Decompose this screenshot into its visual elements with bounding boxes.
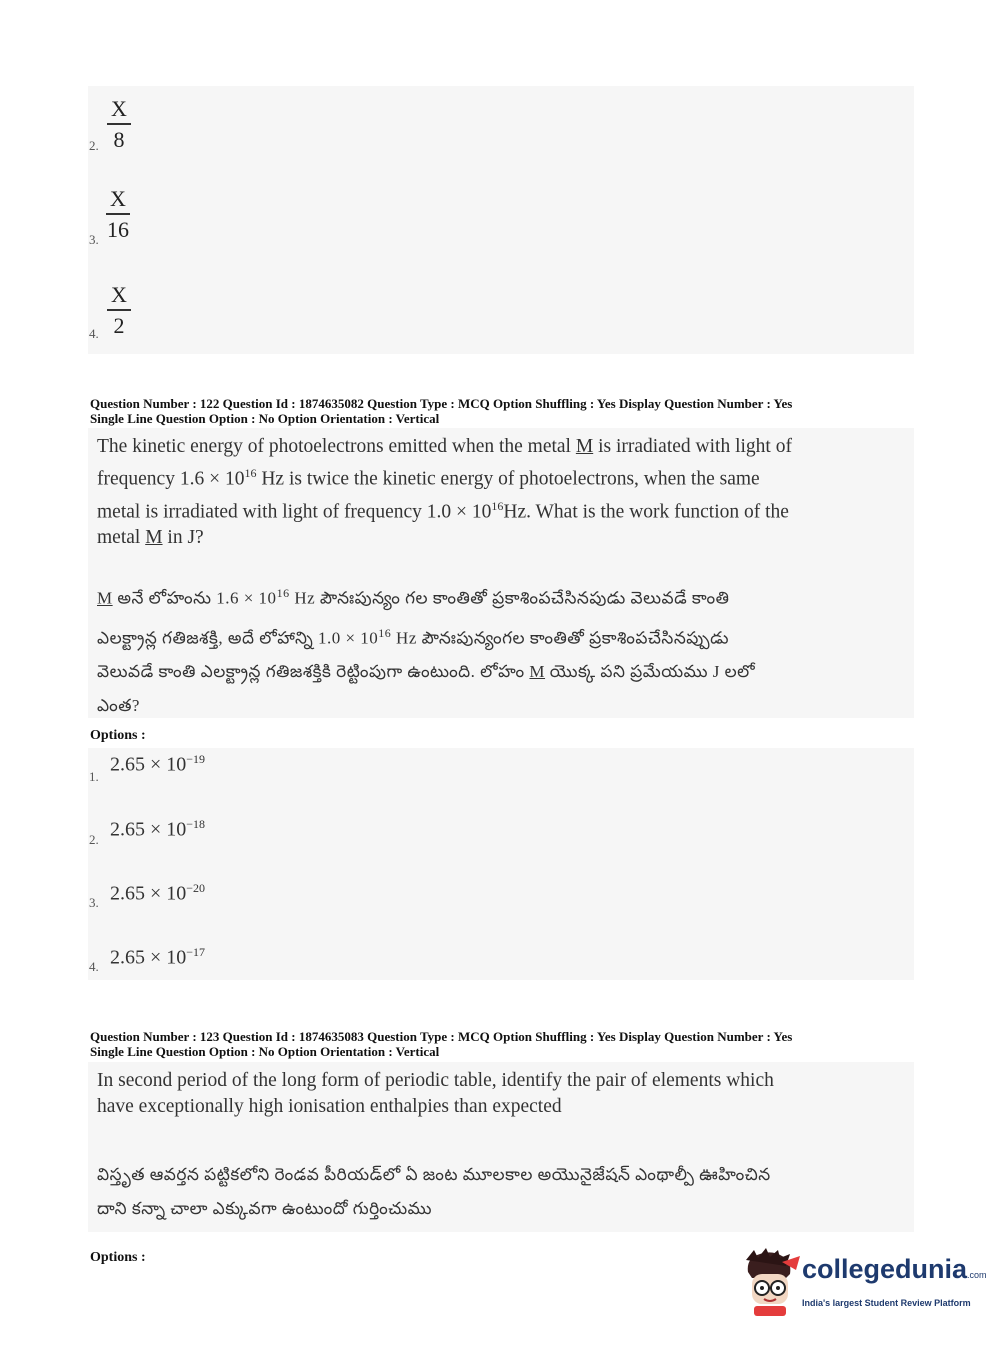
q122-en-line1 bbox=[97, 434, 877, 460]
q122-en-line2 bbox=[97, 460, 877, 493]
logo-wordmark bbox=[802, 1254, 987, 1285]
q122-question-telugu bbox=[97, 576, 877, 723]
text: ఎలక్ట్రాన్ల గతిజశక్తి, అదే లోహాన్ని 1.0 × 10 bbox=[97, 628, 379, 648]
option-base: 2.65 × 10 bbox=[110, 882, 187, 905]
fraction-numerator: X bbox=[111, 96, 127, 121]
exponent: 16 bbox=[244, 466, 257, 480]
q122-te-line2 bbox=[97, 616, 877, 656]
q122-question-english bbox=[97, 434, 877, 551]
q122-option-1[interactable] bbox=[110, 752, 205, 777]
q122-en-line3 bbox=[97, 493, 877, 526]
text: is irradiated with light of bbox=[593, 436, 792, 457]
text: అనే లోహంను 1.6 × 10 bbox=[112, 588, 277, 608]
exponent: 16 bbox=[491, 498, 504, 513]
metal-symbol: M bbox=[145, 527, 163, 548]
metal-symbol: M bbox=[97, 588, 113, 608]
metal-symbol: M bbox=[529, 662, 546, 682]
prev-option-4-number: 4. bbox=[89, 326, 99, 341]
exponent: 16 bbox=[378, 625, 392, 640]
option-base: 2.65 × 10 bbox=[110, 946, 187, 969]
text: Hz is twice the kinetic energy of photoelectrons, when the same bbox=[256, 468, 760, 490]
option-base: 2.65 × 10 bbox=[110, 753, 187, 776]
q122-option-3-number: 3. bbox=[89, 895, 99, 910]
fraction-denominator: 8 bbox=[113, 127, 125, 152]
logo-tagline: India's largest Student Review Platform bbox=[802, 1298, 971, 1308]
text: యొక్క పని ప్రమేయము J లలో bbox=[545, 662, 756, 682]
q123-options-label: Options : bbox=[90, 1250, 146, 1265]
text: in J? bbox=[162, 527, 204, 548]
fraction-denominator: 16 bbox=[107, 217, 129, 242]
q123-question-telugu bbox=[97, 1158, 877, 1226]
q122-option-3[interactable] bbox=[110, 881, 205, 906]
q122-te-line3 bbox=[97, 655, 877, 689]
q122-option-4-number: 4. bbox=[89, 959, 99, 974]
text: Hz పౌనఃపున్యం గల కాంతితో ప్రకాశింపచేసినపుడు వెలువడే కాంతి bbox=[289, 588, 730, 608]
fraction-denominator: 2 bbox=[113, 313, 125, 338]
fraction-numerator: X bbox=[110, 186, 126, 211]
prev-option-3-number: 3. bbox=[89, 232, 99, 247]
fraction-bar bbox=[107, 309, 131, 311]
text: Hz పౌనఃపున్యంగల కాంతితో ప్రకాశింపచేసినప్పుడు bbox=[391, 628, 730, 648]
mascot-icon bbox=[742, 1248, 800, 1316]
prev-option-2-number: 2. bbox=[89, 138, 99, 153]
option-exponent: −18 bbox=[186, 817, 206, 831]
q123-meta-line1: Question Number : 123 Question Id : 1874635083 Question Type : MCQ Option Shuffling : Yes Display Question Number : Yes bbox=[90, 1029, 793, 1044]
q122-option-1-number: 1. bbox=[89, 769, 99, 784]
text: The kinetic energy of photoelectrons emitted when the metal bbox=[97, 436, 576, 457]
option-exponent: −17 bbox=[186, 945, 206, 959]
option-exponent: −20 bbox=[186, 881, 206, 895]
text: metal is irradiated with light of frequency 1.0 × 10 bbox=[97, 501, 492, 522]
q122-options-label: Options : bbox=[90, 728, 146, 743]
q123-en-line2: have exceptionally high ionisation enthalpies than expected bbox=[97, 1096, 562, 1117]
fraction-bar bbox=[107, 123, 131, 125]
q123-te-line2: దాని కన్నా చాలా ఎక్కువగా ఉంటుందో గుర్తించుము bbox=[97, 1199, 432, 1218]
text: వెలువడే కాంతి ఎలక్ట్రాన్ల గతిజశక్తికి రెట్టింపుగా ఉంటుంది. లోహం bbox=[97, 662, 530, 682]
q122-meta-line2: Single Line Question Option : No Option Orientation : Vertical bbox=[90, 411, 440, 426]
option-exponent: −19 bbox=[186, 752, 206, 766]
option-base: 2.65 × 10 bbox=[110, 818, 187, 841]
prev-option-3-fraction bbox=[106, 186, 130, 243]
prev-option-2-fraction bbox=[107, 96, 131, 153]
q122-te-line1 bbox=[97, 576, 877, 616]
exponent: 16 bbox=[276, 586, 290, 600]
prev-options-panel bbox=[88, 86, 914, 354]
q122-meta bbox=[90, 396, 792, 426]
q123-en-line1: In second period of the long form of periodic table, identify the pair of elements which bbox=[97, 1070, 774, 1091]
q122-te-line4: ఎంత? bbox=[97, 696, 140, 716]
q122-options-panel bbox=[88, 748, 914, 980]
q122-en-line4 bbox=[97, 525, 877, 551]
metal-symbol: M bbox=[575, 436, 594, 457]
q123-meta-line2: Single Line Question Option : No Option Orientation : Vertical bbox=[90, 1044, 440, 1059]
collegedunia-logo bbox=[742, 1248, 987, 1320]
text: frequency 1.6 × 10 bbox=[97, 468, 245, 490]
text: Hz. What is the work function of the bbox=[503, 501, 789, 522]
q123-question-english bbox=[97, 1068, 877, 1120]
q122-option-2-number: 2. bbox=[89, 832, 99, 847]
q122-meta-line1: Question Number : 122 Question Id : 1874635082 Question Type : MCQ Option Shuffling : Yes Display Question Number : Yes bbox=[90, 396, 793, 411]
q122-option-4[interactable] bbox=[110, 945, 205, 970]
q123-meta bbox=[90, 1029, 792, 1059]
q122-option-2[interactable] bbox=[110, 817, 205, 842]
fraction-bar bbox=[106, 213, 130, 215]
logo-name: collegedunia bbox=[802, 1254, 968, 1284]
prev-option-4-fraction bbox=[107, 282, 131, 339]
text: metal bbox=[97, 527, 146, 548]
fraction-numerator: X bbox=[111, 282, 127, 307]
q123-te-line1: విస్తృత ఆవర్తన పట్టికలోని రెండవ పీరియడ్‌లో ఏ జంట మూలకాల అయొనైజేషన్ ఎంథాల్పీ ఊహించిన bbox=[97, 1165, 771, 1184]
logo-suffix: .com bbox=[967, 1270, 987, 1280]
